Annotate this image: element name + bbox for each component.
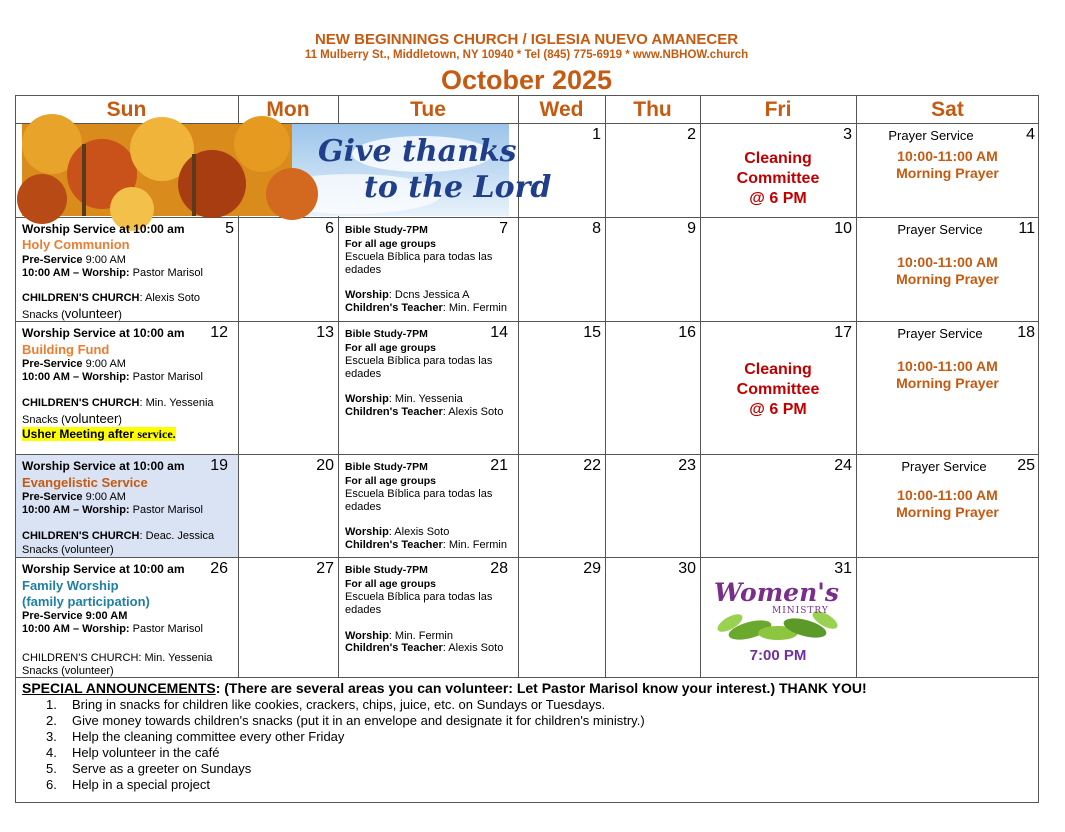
pre-service-time: 9:00 AM (82, 358, 126, 370)
date-number: 22 (583, 457, 601, 474)
cleaning-line-3: @ 6 PM (749, 401, 807, 418)
worship-label: 10:00 AM – Worship: (22, 623, 130, 635)
dayname-mon: Mon (266, 98, 310, 121)
day-cell (518, 322, 605, 454)
day-cell (605, 218, 700, 321)
date-number: 18 (1017, 324, 1035, 341)
day-cell (338, 558, 518, 677)
pre-service-label: Pre-Service (22, 491, 83, 503)
bible-study: Bible Study-7PM (345, 224, 428, 236)
give-thanks-banner (22, 124, 552, 216)
date-number: 1 (592, 126, 601, 143)
date-number: 2 (687, 126, 696, 143)
worship-label: 10:00 AM – Worship: (22, 267, 130, 279)
day-cell (518, 455, 605, 557)
date-number: 30 (678, 560, 696, 577)
date-number: 17 (834, 324, 852, 341)
morning-prayer: Morning Prayer (896, 165, 999, 181)
day-cell (700, 322, 856, 454)
ministry-text: MINISTRY (772, 606, 829, 616)
day-cell (238, 455, 338, 557)
date-number: 16 (678, 324, 696, 341)
bible-study: Bible Study-7PM (345, 461, 428, 473)
sunday-theme-sub: (family participation) (22, 594, 150, 609)
morning-prayer: Morning Prayer (896, 375, 999, 391)
worship-short-label: Worship (345, 393, 389, 405)
list-item: 2. Give money towards children's snacks (put it in an envelope and designate it for children's ministry.) (46, 713, 645, 728)
day-cell (238, 558, 338, 677)
sunday-theme: Evangelistic Service (22, 475, 148, 490)
morning-prayer: Morning Prayer (896, 271, 999, 287)
list-item-text: Help the cleaning committee every other Friday (72, 729, 345, 744)
childrens-church-label: CHILDREN'S CHURCH (22, 397, 140, 409)
childrens-church-label: CHILDREN'S CHURCH (22, 292, 140, 304)
escuela-line-2: edades (345, 604, 382, 616)
snacks-c: ) (118, 414, 122, 426)
worship-service-title: Worship Service at 10:00 am (22, 459, 185, 473)
dayname-wed: Wed (539, 98, 584, 121)
list-item: 5. Serve as a greeter on Sundays (46, 761, 252, 776)
day-cell (518, 124, 605, 217)
worship-label: 10:00 AM – Worship: (22, 504, 130, 516)
worship-leader: Pastor Marisol (129, 371, 203, 383)
childrens-church-leader: : Deac. Jessica (139, 530, 215, 542)
escuela-line-2: edades (345, 264, 382, 276)
snacks-a: Snacks ( (22, 414, 65, 426)
bible-study: Bible Study-7PM (345, 564, 428, 576)
day-cell (605, 124, 700, 217)
day-cell (16, 322, 238, 454)
sunday-theme: Building Fund (22, 342, 110, 357)
womens-ministry-time: 7:00 PM (749, 647, 807, 664)
escuela-line-1: Escuela Bíblica para todas las (345, 355, 493, 367)
date-number: 25 (1017, 457, 1035, 474)
day-cell (605, 558, 700, 677)
pre-service-label: Pre-Service (22, 358, 83, 370)
pre-service-time: 9:00 AM (82, 254, 126, 266)
tuesday-teacher: : Alexis Soto (442, 642, 504, 654)
day-cell (518, 218, 605, 321)
date-number: 9 (687, 220, 696, 237)
snacks-b: volunteer (64, 411, 119, 426)
day-cell (16, 218, 238, 321)
day-cell (700, 124, 856, 217)
date-number: 12 (210, 324, 228, 341)
date-number: 15 (583, 324, 601, 341)
day-cell (338, 218, 518, 321)
bible-study: Bible Study-7PM (345, 328, 428, 340)
day-cell (856, 455, 1039, 557)
prayer-time: 10:00-11:00 AM (897, 254, 998, 270)
day-cell (700, 455, 856, 557)
tuesday-teacher: : Min. Fermin (442, 539, 507, 551)
all-ages: For all age groups (345, 475, 437, 487)
date-number: 29 (583, 560, 601, 577)
cleaning-line-1: Cleaning (744, 150, 812, 167)
tuesday-teacher: : Min. Fermin (442, 302, 507, 314)
date-number: 4 (1026, 126, 1035, 143)
sunday-theme: Family Worship (22, 578, 119, 593)
date-number: 23 (678, 457, 696, 474)
date-number: 20 (316, 457, 334, 474)
day-cell (605, 455, 700, 557)
childrens-church-leader: : Min. Yessenia (139, 397, 214, 409)
month-title: October 2025 (440, 65, 613, 95)
worship-short-label: Worship (345, 289, 389, 301)
dayname-sat: Sat (931, 98, 964, 121)
childrens-church: CHILDREN'S CHURCH: Min. Yessenia (22, 652, 213, 664)
day-cell (238, 218, 338, 321)
day-cell (16, 455, 238, 557)
day-cell-empty (856, 558, 1039, 677)
womens-ministry-logo (710, 578, 845, 644)
date-number: 21 (490, 457, 508, 474)
worship-service-title: Worship Service at 10:00 am (22, 326, 185, 340)
snacks-c: ) (118, 309, 122, 321)
day-cell (605, 322, 700, 454)
sunday-theme: Holy Communion (22, 237, 130, 252)
day-cell (238, 322, 338, 454)
snacks: Snacks (volunteer) (22, 544, 114, 556)
teacher-label: Children's Teacher (345, 302, 443, 314)
tuesday-worship: : Min. Fermin (388, 630, 453, 642)
snacks-b: volunteer (64, 306, 119, 321)
list-item-text: Help in a special project (72, 777, 211, 792)
childrens-church-label: CHILDREN'S CHURCH (22, 530, 140, 542)
teacher-label: Children's Teacher (345, 406, 443, 418)
pre-service-time: 9:00 AM (82, 491, 126, 503)
escuela-line-2: edades (345, 368, 382, 380)
date-number: 19 (210, 457, 228, 474)
day-cell (700, 558, 856, 677)
dayname-fri: Fri (764, 98, 792, 121)
cleaning-line-3: @ 6 PM (749, 190, 807, 207)
banner-line-2: to the Lord (364, 170, 552, 205)
prayer-service: Prayer Service (901, 459, 987, 474)
worship-service-title: Worship Service at 10:00 am (22, 222, 185, 236)
worship-label: 10:00 AM – Worship: (22, 371, 130, 383)
morning-prayer: Morning Prayer (896, 504, 999, 520)
tuesday-teacher: : Alexis Soto (442, 406, 504, 418)
announcements-list (46, 697, 645, 793)
day-cell (338, 455, 518, 557)
list-item-text: Bring in snacks for children like cookies, crackers, chips, juice, etc. on Sundays or Tuesdays. (72, 697, 606, 712)
childrens-church-leader: : Alexis Soto (139, 292, 201, 304)
date-number: 7 (499, 220, 508, 237)
cleaning-line-1: Cleaning (744, 361, 812, 378)
dayname-sun: Sun (106, 98, 147, 121)
day-cell (856, 218, 1039, 321)
dayname-tue: Tue (410, 98, 446, 121)
list-item: 1. Bring in snacks for children like cookies, crackers, chips, juice, etc. on Sundays or Tuesdays. (46, 697, 606, 712)
date-number: 28 (490, 560, 508, 577)
church-name: NEW BEGINNINGS CHURCH / IGLESIA NUEVO AMANECER (314, 31, 739, 48)
tuesday-worship: : Min. Yessenia (388, 393, 463, 405)
worship-short-label: Worship (345, 630, 389, 642)
prayer-service: Prayer Service (897, 222, 983, 237)
worship-leader: Pastor Marisol (129, 504, 203, 516)
list-item-text: Help volunteer in the café (72, 745, 220, 760)
worship-leader: Pastor Marisol (129, 623, 203, 635)
announcements-heading (22, 680, 867, 696)
teacher-label: Children's Teacher (345, 642, 443, 654)
snacks-a: Snacks ( (22, 309, 65, 321)
usher-meeting-text: Usher Meeting after (22, 427, 138, 441)
grid-line (15, 677, 1039, 678)
day-cell (856, 124, 1039, 217)
date-number: 3 (843, 126, 852, 143)
day-cell (16, 558, 238, 677)
day-cell (338, 322, 518, 454)
escuela-line-1: Escuela Bíblica para todas las (345, 488, 493, 500)
teacher-label: Children's Teacher (345, 539, 443, 551)
all-ages: For all age groups (345, 342, 437, 354)
date-number: 6 (325, 220, 334, 237)
date-number: 26 (210, 560, 228, 577)
usher-meeting (22, 427, 176, 441)
pre-service-label: Pre-Service (22, 254, 83, 266)
date-number: 24 (834, 457, 852, 474)
list-item: 6. Help in a special project (46, 777, 211, 792)
worship-leader: Pastor Marisol (129, 267, 203, 279)
dayname-thu: Thu (633, 98, 672, 121)
usher-meeting-service: service. (137, 427, 176, 441)
tuesday-worship: : Alexis Soto (388, 526, 450, 538)
worship-service-title: Worship Service at 10:00 am (22, 562, 185, 576)
snacks: Snacks (volunteer) (22, 665, 114, 677)
list-item-text: Give money towards children's snacks (put it in an envelope and designate it for children's ministry.) (72, 713, 645, 728)
womens-text: Women's (714, 578, 839, 607)
all-ages: For all age groups (345, 238, 437, 250)
escuela-line-2: edades (345, 501, 382, 513)
list-item: 4. Help volunteer in the café (46, 745, 220, 760)
pre-service: Pre-Service 9:00 AM (22, 610, 128, 622)
date-number: 14 (490, 324, 508, 341)
escuela-line-1: Escuela Bíblica para todas las (345, 591, 493, 603)
prayer-time: 10:00-11:00 AM (897, 487, 998, 503)
escuela-line-1: Escuela Bíblica para todas las (345, 251, 493, 263)
worship-short-label: Worship (345, 526, 389, 538)
date-number: 8 (592, 220, 601, 237)
announcements-intro: : (There are several areas you can volunteer: Let Pastor Marisol know your interest.) THANK YOU! (215, 680, 867, 696)
banner-line-1: Give thanks (318, 134, 517, 169)
prayer-time: 10:00-11:00 AM (897, 148, 998, 164)
cleaning-line-2: Committee (736, 381, 820, 398)
date-number: 13 (316, 324, 334, 341)
day-cell (700, 218, 856, 321)
list-item-text: Serve as a greeter on Sundays (72, 761, 252, 776)
date-number: 31 (834, 560, 852, 577)
date-number: 27 (316, 560, 334, 577)
cleaning-line-2: Committee (736, 170, 820, 187)
list-item: 3. Help the cleaning committee every other Friday (46, 729, 345, 744)
prayer-service: Prayer Service (897, 326, 983, 341)
tuesday-worship: : Dcns Jessica A (388, 289, 470, 301)
church-address: 11 Mulberry St., Middletown, NY 10940 * Tel (845) 775-6919 * www.NBHOW.church (304, 49, 749, 61)
date-number: 10 (834, 220, 852, 237)
all-ages: For all age groups (345, 578, 437, 590)
date-number: 5 (225, 220, 234, 237)
date-number: 11 (1018, 220, 1035, 237)
day-cell (518, 558, 605, 677)
day-cell (856, 322, 1039, 454)
announcements-title: SPECIAL ANNOUNCEMENTS (22, 680, 216, 696)
prayer-service: Prayer Service (888, 128, 974, 143)
prayer-time: 10:00-11:00 AM (897, 358, 998, 374)
